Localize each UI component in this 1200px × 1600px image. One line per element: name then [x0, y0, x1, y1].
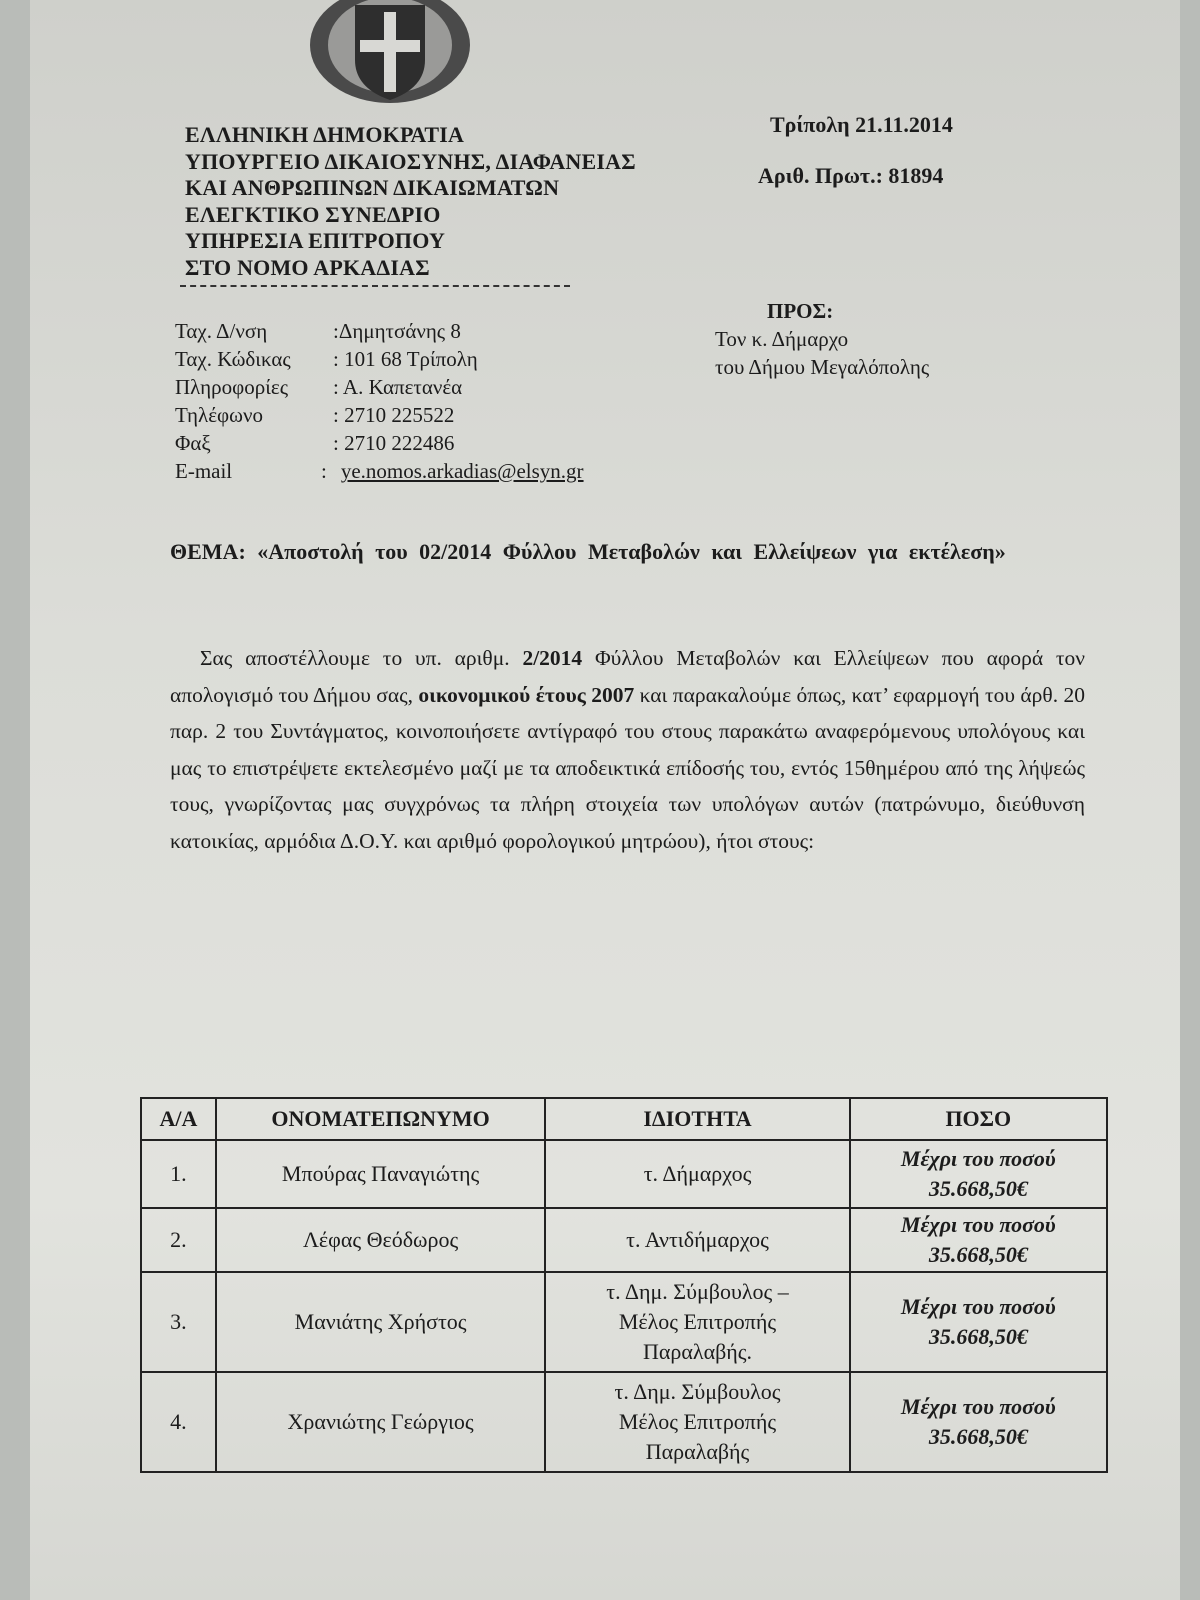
amount-label: Μέχρι του ποσού [900, 1212, 1056, 1237]
row-role [545, 1140, 849, 1208]
row-role [545, 1372, 849, 1472]
contact-label: Τηλέφωνο [175, 403, 263, 427]
recipient-heading: ΠΡΟΣ: [767, 299, 834, 323]
role-line: Παραλαβής. [642, 1339, 753, 1364]
header-amount: ΠΟΣΟ [850, 1098, 1107, 1140]
amount-value: 35.668,50€ [928, 1324, 1028, 1349]
contact-value: : Α. Καπετανέα [333, 375, 463, 399]
role-line: Μέλος Επιτροπής [618, 1409, 777, 1434]
document-subject: ΘΕΜΑ: «Αποστολή του 02/2014 Φύλλου Μεταβολών και Ελλείψεων για εκτέλεση» [170, 539, 1006, 564]
amount-label: Μέχρι του ποσού [900, 1294, 1056, 1319]
body-text-2: Φύλλου Μεταβολών και Ελλείψεων που αφορά τον απολογισμό του Δήμου σας, [170, 646, 1085, 707]
body-text-3: και παρακαλούμε όπως, κατ’ εφαρμογή του άρθ. 20 παρ. 2 του Συντάγματος, κοινοποιήσετε αντίγραφό του στους παρακάτω αναφερόμενους υπολόγους και μας το επιστρέψετε εκτελεσμένο μαζί με τα αποδεικτικά επίδοσής του, εντός 15θημέρου από της λήψεώς τους, γνωρίζοντας μας συγχρόνως τα πλήρη στοιχεία των υπολόγων αυτών (πατρώνυμο, διεύθυνση κατοικίας, αρμόδια Δ.Ο.Υ. και αριθμό φορολογικού μητρώου), ήτοι στους: [170, 682, 1085, 853]
row-num: 2. [141, 1208, 216, 1272]
amount-label: Μέχρι του ποσού [900, 1394, 1056, 1419]
contact-row [175, 429, 584, 457]
contact-value: : 101 68 Τρίπολη [333, 347, 478, 371]
authority-line-2: ΥΠΟΥΡΓΕΙΟ ΔΙΚΑΙΟΣΥΝΗΣ, ΔΙΑΦΑΝΕΙΑΣ [185, 148, 636, 174]
contact-label: Ταχ. Δ/νση [175, 319, 268, 343]
table-row [141, 1372, 1107, 1472]
header-role: ΙΔΙΟΤΗΤΑ [545, 1098, 849, 1140]
role-line: τ. Αντιδήμαρχος [626, 1227, 769, 1252]
table-row [141, 1272, 1107, 1372]
contact-label: Φαξ [175, 431, 211, 455]
greek-coat-of-arms-emblem [300, 0, 480, 115]
document-page [30, 0, 1180, 1600]
row-name: Μπούρας Παναγιώτης [216, 1140, 546, 1208]
accountable-persons-table [140, 1097, 1108, 1473]
contact-row [175, 401, 584, 429]
contact-row-email [175, 457, 584, 485]
role-line: Παραλαβής [645, 1439, 750, 1464]
contact-value: :Δημητσάνης 8 [333, 319, 461, 343]
recipient-line-1: Τον κ. Δήμαρχο [715, 327, 849, 351]
body-text-1: Σας αποστέλλουμε το υπ. αριθμ. [200, 646, 523, 670]
row-role [545, 1208, 849, 1272]
amount-label: Μέχρι του ποσού [900, 1146, 1056, 1171]
amount-value: 35.668,50€ [928, 1424, 1028, 1449]
contact-label: Πληροφορίες [175, 375, 289, 399]
row-amount [850, 1272, 1107, 1372]
header-num: Α/Α [141, 1098, 216, 1140]
body-paragraph [170, 640, 1085, 859]
role-line: τ. Δήμαρχος [643, 1161, 752, 1186]
recipient-block [715, 297, 929, 381]
row-num: 4. [141, 1372, 216, 1472]
amount-value: 35.668,50€ [928, 1176, 1028, 1201]
email-separator: : [321, 459, 327, 483]
authority-line-5: ΥΠΗΡΕΣΙΑ ΕΠΙΤΡΟΠΟΥ [185, 228, 446, 253]
row-name: Μανιάτης Χρήστος [216, 1272, 546, 1372]
issuing-authority [185, 122, 636, 281]
row-amount [850, 1372, 1107, 1472]
contact-label: Ταχ. Κώδικας [175, 347, 291, 371]
contact-value: : 2710 222486 [333, 431, 455, 455]
email-label: E-mail [175, 459, 233, 483]
authority-line-3: ΚΑΙ ΑΝΘΡΩΠΙΝΩΝ ΔΙΚΑΙΩΜΑΤΩΝ [185, 175, 560, 200]
email-link[interactable]: ye.nomos.arkadias@elsyn.gr [340, 459, 584, 483]
body-bold-number: 2/2014 [522, 646, 583, 670]
authority-line-4: ΕΛΕΓΚΤΙΚΟ ΣΥΝΕΔΡΙΟ [185, 201, 441, 227]
row-role [545, 1272, 849, 1372]
authority-line-1: ΕΛΛΗΝΙΚΗ ΔΗΜΟΚΡΑΤΙΑ [185, 122, 465, 147]
table-header-row [141, 1098, 1107, 1140]
authority-line-6: ΣΤΟ ΝΟΜΟ ΑΡΚΑΔΙΑΣ [185, 254, 430, 280]
table-row [141, 1140, 1107, 1208]
protocol-number: Αριθ. Πρωτ.: 81894 [758, 163, 944, 188]
contact-row [175, 373, 584, 401]
row-name: Λέφας Θεόδωρος [216, 1208, 546, 1272]
role-line: Μέλος Επιτροπής [618, 1309, 777, 1334]
recipient-line-2: του Δήμου Μεγαλόπολης [715, 355, 930, 379]
contact-row [175, 317, 584, 345]
contact-value: : 2710 225522 [333, 403, 455, 427]
separator-dashes [180, 285, 570, 287]
row-num: 1. [141, 1140, 216, 1208]
role-line: τ. Δημ. Σύμβουλος – [606, 1279, 789, 1304]
row-name: Χρανιώτης Γεώργιος [216, 1372, 546, 1472]
header-name: ΟΝΟΜΑΤΕΠΩΝΥΜΟ [216, 1098, 546, 1140]
row-amount [850, 1140, 1107, 1208]
role-line: τ. Δημ. Σύμβουλος [614, 1379, 781, 1404]
row-num: 3. [141, 1272, 216, 1372]
document-date: Τρίπολη 21.11.2014 [770, 112, 953, 137]
contact-row [175, 345, 584, 373]
row-amount [850, 1208, 1107, 1272]
amount-value: 35.668,50€ [928, 1242, 1028, 1267]
contact-details [175, 317, 584, 485]
table-row [141, 1208, 1107, 1272]
body-bold-fiscal-year: οικονομικού έτους 2007 [418, 682, 635, 707]
